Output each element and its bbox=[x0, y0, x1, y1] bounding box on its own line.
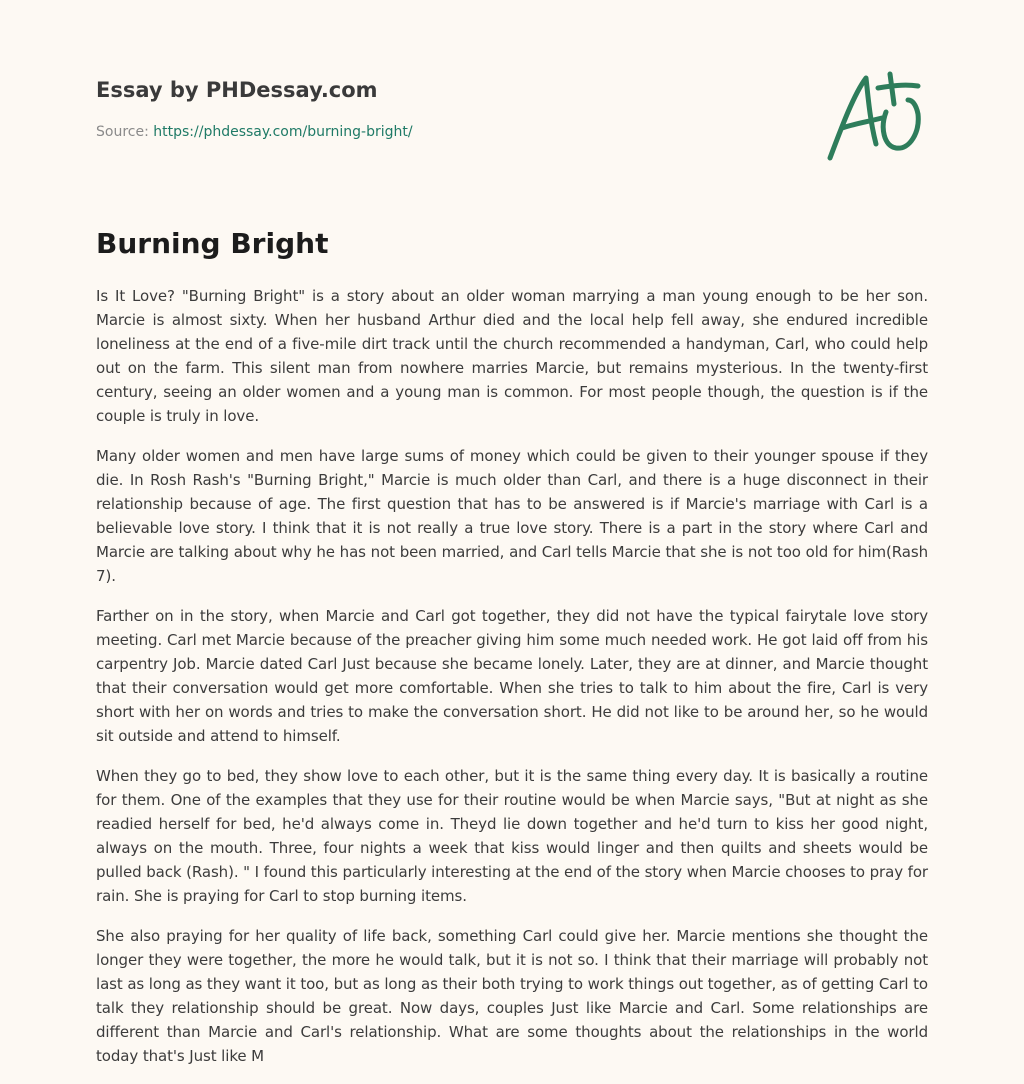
header bbox=[96, 76, 696, 142]
paragraph: Is It Love? "Burning Bright" is a story about an older woman marrying a man young enough to be her son. Marcie is almost sixty. When her husband Arthur died and the local help fell away, she endured incredible loneliness at the end of a five-mile dirt track until the church recommended a handyman, Carl, who could help out on the farm. This silent man from nowhere marries Marcie, but remains mysterious. In the twenty-first century, seeing an older women and a young man is common. For most people though, the question is if the couple is truly in love. bbox=[96, 287, 928, 425]
article-body bbox=[96, 284, 928, 1084]
a-plus-grade-icon bbox=[820, 66, 930, 166]
site-title: Essay by PHDessay.com bbox=[96, 78, 378, 102]
source-line bbox=[96, 122, 696, 142]
source-label: Source: bbox=[96, 124, 149, 140]
paragraph: When they go to bed, they show love to each other, but it is the same thing every day. It is basically a routine for them. One of the examples that they use for their routine would be when Marcie says, "But at night as she readied herself for bed, he'd always come in. Theyd lie down together and he'd turn to kiss her good night, always on the mouth. Three, four nights a week that kiss would linger and then quilts and sheets would be pulled back (Rash). " I found this particularly interesting at the end of the story when Marcie chooses to pray for rain. She is praying for Carl to stop burning items. bbox=[96, 767, 928, 905]
source-link[interactable]: https://phdessay.com/burning-bright/ bbox=[153, 124, 413, 140]
paragraph: She also praying for her quality of life back, something Carl could give her. Marcie mentions she thought the longer they were together, the more he would talk, but it is not so. I think that their marriage will probably not last as long as they want it too, but as long as their both trying to work things out together, as of getting Carl to talk they relationship should be great. Now days, couples Just like Marcie and Carl. Some relationships are different than Marcie and Carl's relationship. What are some thoughts about the relationships in the world today that's Just like M bbox=[96, 927, 928, 1065]
paragraph: Farther on in the story, when Marcie and Carl got together, they did not have the typical fairytale love story meeting. Carl met Marcie because of the preacher giving him some much needed work. He got laid off from his carpentry Job. Marcie dated Carl Just because she became lonely. Later, they are at dinner, and Marcie thought that their conversation would get more comfortable. When she tries to talk to him about the fire, Carl is very short with her on words and tries to make the conversation short. He did not like to be around her, so he would sit outside and attend to himself. bbox=[96, 607, 928, 745]
article-title: Burning Bright bbox=[96, 227, 329, 260]
paragraph: Many older women and men have large sums of money which could be given to their younger spouse if they die. In Rosh Rash's "Burning Bright," Marcie is much older than Carl, and there is a huge disconnect in their relationship because of age. The first question that has to be answered is if Marcie's marriage with Carl is a believable love story. I think that it is not really a true love story. There is a part in the story where Carl and Marcie are talking about why he has not been married, and Carl tells Marcie that she is not too old for him(Rash 7). bbox=[96, 447, 928, 585]
